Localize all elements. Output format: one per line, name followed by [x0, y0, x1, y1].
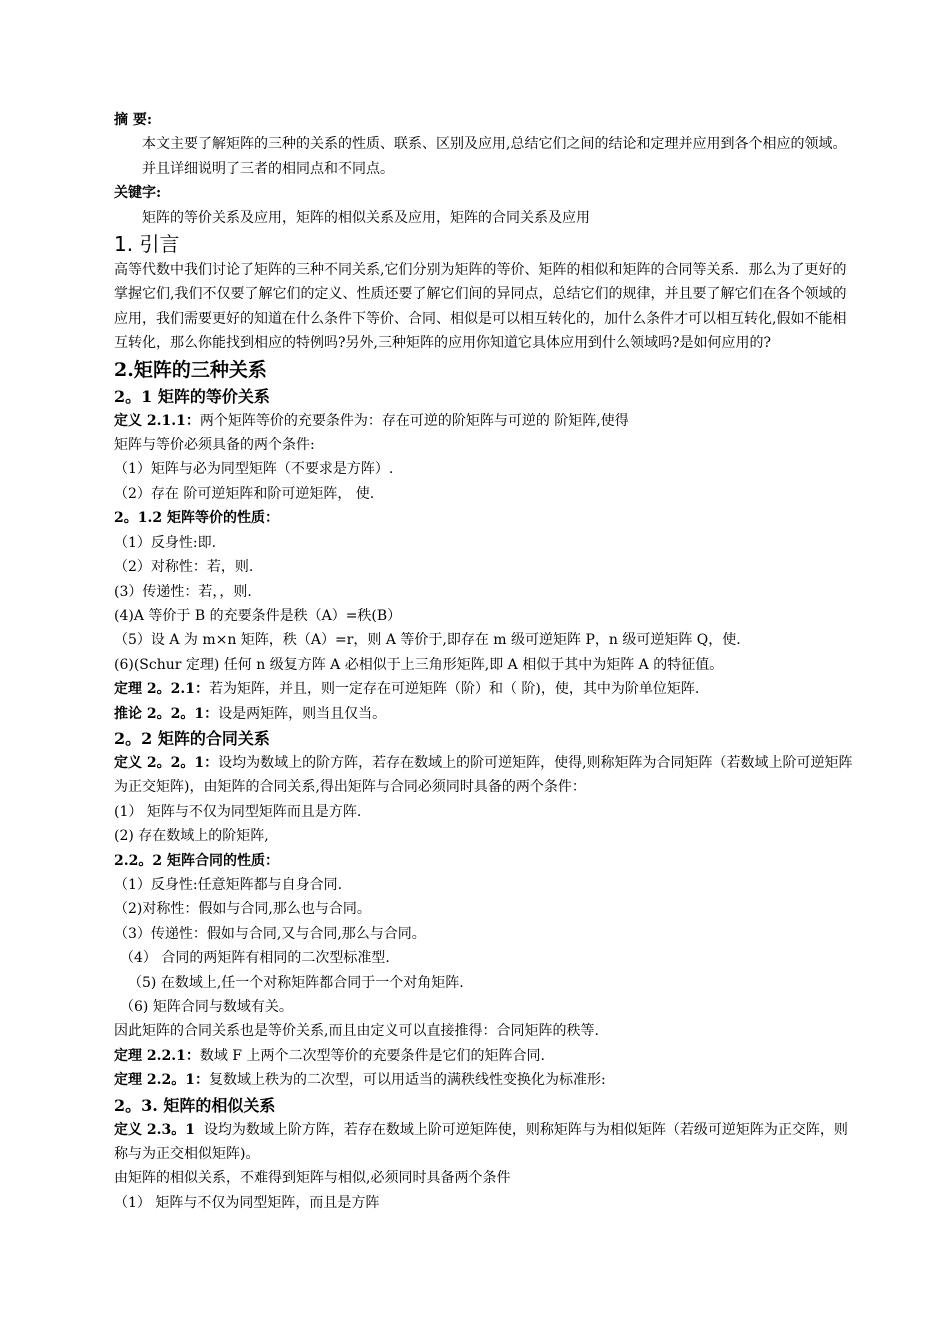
definition-label: 定义 2.3。1: [114, 1121, 195, 1138]
property-item: （1）反身性:即.: [114, 534, 217, 551]
property-item: （6) 矩阵合同与数域有关。: [120, 999, 293, 1015]
property-item: (3）传递性：若，，则.: [114, 583, 252, 600]
condition-intro: 由矩阵的相似关系，不难得到矩阵与相似,必须同时具备两个条件: [114, 1170, 511, 1187]
theorem-label: 定理 2.2.1：: [114, 1047, 200, 1064]
abstract-label: 摘 要:: [114, 112, 153, 128]
definition-text: 设均为数域上的阶方阵，若存在数域上的阶可逆矩阵，使得,则称矩阵为合同矩阵（若数域上阶可逆矩阵为正交矩阵)，由矩阵的合同关系,得出矩阵与合同必须同时具备的两个条件：: [114, 754, 853, 796]
keywords-label: 关键字:: [114, 185, 162, 202]
property-item: （2)对称性：假如与合同,那么也与合同。: [114, 901, 371, 918]
section-2-heading: 2.矩阵的三种关系: [114, 358, 267, 381]
property-item: （4） 合同的两矩阵有相同的二次型标准型.: [120, 950, 390, 967]
abstract-text: 本文主要了解矩阵的三种的关系的性质、联系、区别及应用,总结它们之间的结论和定理并应用到各个相应的领域。并且详细说明了三者的相同点和不同点。: [142, 136, 847, 177]
theorem-text: 复数域上秩为的二次型，可以用适当的满秩线性变换化为标准形:: [208, 1072, 606, 1089]
conclusion-text: 因此矩阵的合同关系也是等价关系,而且由定义可以直接推得：合同矩阵的秩等.: [114, 1023, 599, 1040]
condition-item: （1） 矩阵与不仅为同型矩阵，而且是方阵: [114, 1194, 380, 1211]
theorem-2-2-1: [114, 677, 854, 701]
keywords-text: 矩阵的等价关系及应用，矩阵的相似关系及应用，矩阵的合同关系及应用: [142, 209, 590, 226]
corollary-text: 设是两矩阵，则当且仅当。: [218, 705, 387, 722]
theorem-text: 数域 F 上两个二次型等价的充要条件是它们的矩阵合同.: [199, 1047, 545, 1064]
property-item: （5) 在数域上,任一个对称矩阵都合同于一个对角矩阵.: [128, 974, 464, 991]
theorem-text: 若为矩阵，并且，则一定存在可逆矩阵（阶）和（ 阶)，使，其中为阶单位矩阵.: [208, 681, 700, 698]
theorem-2-2-1-a: [114, 1044, 854, 1068]
definition-2-2-1: [114, 751, 854, 800]
definition-label: 定义 2.1.1：: [114, 412, 200, 429]
document-body: [114, 108, 854, 1215]
definition-2-3-1: [114, 1118, 854, 1167]
condition-item: （1）矩阵与必为同型矩阵（不要求是方阵）.: [114, 461, 394, 478]
definition-text: 两个矩阵等价的充要条件为：存在可逆的阶矩阵与可逆的 阶矩阵,使得: [199, 412, 629, 429]
property-item: （2）对称性：若，则.: [114, 559, 254, 576]
property-item: (6)(Schur 定理) 任何 n 级复方阵 A 必相似于上三角形矩阵,即 A 相似于其中为矩阵 A 的特征值。: [114, 656, 724, 673]
condition-item: (1） 矩阵与不仅为同型矩阵而且是方阵.: [114, 803, 362, 820]
condition-intro: 矩阵与等价必须具备的两个条件:: [114, 437, 315, 454]
corollary-label: 推论 2。2。1：: [114, 705, 219, 722]
definition-text: 设均为数域上阶方阵，若存在数域上阶可逆矩阵使，则称矩阵与为相似矩阵（若级可逆矩阵为正交阵，则称与为正交相似矩阵)。: [114, 1121, 848, 1163]
section-2-3-heading: 2。3. 矩阵的相似关系: [114, 1095, 276, 1115]
subsection-heading: 2.2。2 矩阵合同的性质：: [114, 852, 279, 869]
property-item: （3）传递性：假如与合同,又与合同,那么与合同。: [114, 925, 426, 942]
condition-item: （2）存在 阶可逆矩阵和阶可逆矩阵， 使.: [114, 485, 375, 502]
property-item: （5）设 A 为 m×n 矩阵，秩（A）=r，则 A 等价于,即存在 m 级可逆矩阵 P，n 级可逆矩阵 Q，使.: [114, 632, 741, 649]
section-2-2-heading: 2。2 矩阵的合同关系: [114, 728, 270, 748]
intro-heading: 1. 引言: [114, 232, 180, 257]
theorem-label: 定理 2.2。1：: [114, 1072, 209, 1089]
property-item: （1）反身性:任意矩阵都与自身合同.: [114, 876, 343, 893]
corollary-2-2-1: [114, 702, 854, 726]
subsection-heading: 2。1.2 矩阵等价的性质：: [114, 510, 279, 527]
section-2-1-heading: 2。1 矩阵的等价关系: [114, 386, 270, 406]
definition-2-1-1: [114, 409, 854, 433]
condition-item: (2) 存在数域上的阶矩阵,: [114, 828, 269, 845]
theorem-2-2-1-b: [114, 1068, 854, 1092]
theorem-label: 定理 2。2.1：: [114, 681, 209, 698]
definition-label: 定义 2。2。1：: [114, 754, 219, 771]
property-item: (4)A 等价于 B 的充要条件是秩（A）=秩(B）: [114, 607, 402, 624]
intro-paragraph: 高等代数中我们讨论了矩阵的三种不同关系,它们分别为矩阵的等价、矩阵的相似和矩阵的合同等关系．那么为了更好的掌握它们,我们不仅要了解它们的定义、性质还要了解它们间的异同点，总结它们的规律，并且要了解它们在各个领域的应用，我们需要更好的知道在什么条件下等价、合同、相似是可以相互转化的，加什么条件才可以相互转化,假如不能相互转化，那么你能找到相应的特例吗?另外,三种矩阵的应用你知道它具体应用到什么领域吗?是如何应用的?: [114, 262, 847, 352]
